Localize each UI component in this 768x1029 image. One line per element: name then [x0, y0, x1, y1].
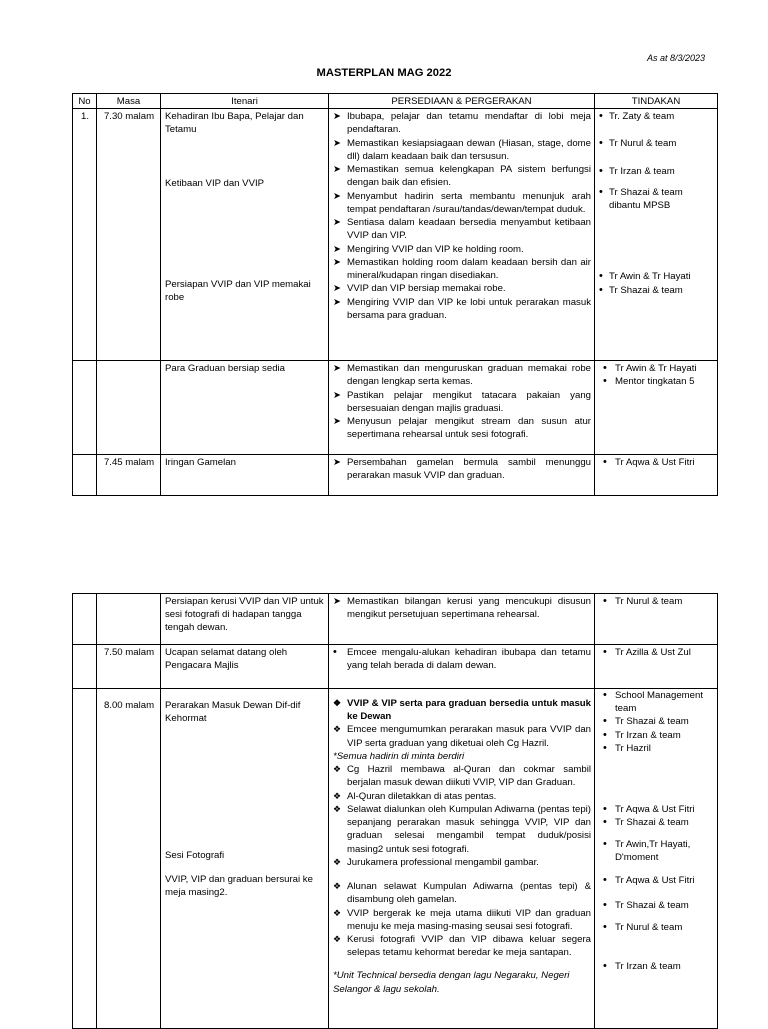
table-row: [73, 455, 718, 496]
cell-itenari: Ucapan selamat datang oleh Pengacara Majlis: [161, 645, 329, 689]
list-item: • School Management team: [599, 689, 714, 715]
list-item: ➤ Menyambut hadirin serta membantu menunjuk arah tempat pendaftaran /surau/tandas/dewan/tempat duduk.: [333, 190, 591, 216]
list-item: ➤ Mengiring VVIP dan VIP ke holding room.: [333, 243, 591, 256]
list-item: • Tr Shazai & team: [599, 899, 714, 912]
cell-tindakan: [595, 594, 718, 645]
note-text: *Semua hadirin di minta berdiri: [333, 750, 465, 762]
itenari-text: Persiapan VVIP dan VIP memakai robe: [165, 278, 311, 304]
list-item: • Tr Shazai & team: [599, 715, 714, 728]
list-item: ➤ Persembahan gamelan bermula sambil menunggu perarakan masuk VVIP dan graduan.: [333, 456, 591, 482]
list-item: ➤ Menyusun pelajar mengikut stream dan susun atur sepertimana rehearsal untuk sesi fotografi.: [333, 415, 591, 441]
cell-persediaan: [329, 361, 595, 455]
list-item: • Tr Awin & Tr Hayati: [599, 362, 714, 375]
list-item: ❖ VVIP & VIP serta para graduan bersedia untuk masuk ke Dewan: [333, 697, 591, 723]
header-no: No: [73, 94, 97, 109]
cell-persediaan: [329, 594, 595, 645]
list-item: ❖ VVIP bergerak ke meja utama diikuti VIP dan graduan menuju ke meja masing-masing seusai sesi fotografi.: [333, 907, 591, 933]
list-item: • Tr Awin & Tr Hayati: [599, 270, 714, 283]
header-itenari: Itenari: [161, 94, 329, 109]
list-item: ➤ Mengiring VVIP dan VIP ke lobi untuk perarakan masuk bersama para graduan.: [333, 296, 591, 322]
cell-itenari: Para Graduan bersiap sedia: [161, 361, 329, 455]
table-header-row: [73, 94, 718, 109]
list-item: • Tr Irzan & team: [599, 729, 714, 742]
header-tindakan: TINDAKAN: [595, 94, 718, 109]
cell-itenari: [161, 109, 329, 361]
cell-tindakan: [595, 689, 718, 1029]
list-item: • Tr Aqwa & Ust Fitri: [599, 874, 714, 887]
list-item: ❖ Selawat dialunkan oleh Kumpulan Adiwarna (pentas tepi) sepanjang perarakan masuk sehingga VVIP, VIP dan graduan selesai mengambil tempat duduk/posisi masing2 untuk sesi fotografi.: [333, 803, 591, 856]
list-item: • Tr Nurul & team: [599, 137, 714, 150]
list-item: • Tr. Zaty & team: [599, 110, 714, 123]
list-item: ➤ Pastikan pelajar mengikut tatacara pakaian yang bersesuaian dengan majlis graduasi.: [333, 389, 591, 415]
itenari-text: Perarakan Masuk Dewan Dif-dif Kehormat: [165, 700, 301, 725]
cell-persediaan: [329, 109, 595, 361]
itenari-text: Kehadiran Ibu Bapa, Pelajar dan Tetamu: [165, 111, 304, 136]
list-item: • Tr Irzan & team: [599, 165, 714, 178]
cell-no: [73, 645, 97, 689]
header-persediaan: PERSEDIAAN & PERGERAKAN: [329, 94, 595, 109]
list-item: ➤ Memastikan kesiapsiagaan dewan (Hiasan, stage, dome dll) dalam keadaan baik dan tersusun.: [333, 137, 591, 163]
cell-tindakan: [595, 645, 718, 689]
list-item: • Tr Azilla & Ust Zul: [599, 646, 714, 659]
cell-persediaan: [329, 689, 595, 1029]
cell-masa: 7.30 malam: [97, 109, 161, 361]
cell-masa: [97, 594, 161, 645]
table-row: [73, 361, 718, 455]
list-item: ➤ Memastikan holding room dalam keadaan bersih dan air mineral/kudapan ringan disediakan.: [333, 256, 591, 282]
cell-itenari: Persiapan kerusi VVIP dan VIP untuk sesi fotografi di hadapan tangga tengah dewan.: [161, 594, 329, 645]
list-item: • Tr Awin,Tr Hayati, D'moment: [599, 838, 714, 864]
list-item: ➤ Memastikan bilangan kerusi yang mencukupi disusun mengikut persetujuan sepertimana rehearsal.: [333, 595, 591, 621]
header-masa: Masa: [97, 94, 161, 109]
list-item: ❖ Kerusi fotografi VVIP dan VIP dibawa keluar segera selepas tetamu kehormat beredar ke meja santapan.: [333, 933, 591, 959]
cell-masa: 7.45 malam: [97, 455, 161, 496]
list-item: ➤ Ibubapa, pelajar dan tetamu mendaftar di lobi meja pendaftaran.: [333, 110, 591, 136]
cell-no: [73, 455, 97, 496]
list-item: ❖ Al-Quran diletakkan di atas pentas.: [333, 790, 591, 803]
table-row: [73, 645, 718, 689]
list-item: • Tr Aqwa & Ust Fitri: [599, 456, 714, 469]
list-item: ❖ Alunan selawat Kumpulan Adiwarna (pentas tepi) & disambung oleh gamelan.: [333, 880, 591, 906]
list-item: • Tr Shazai & team dibantu MPSB: [599, 186, 714, 212]
cell-masa: 7.50 malam: [97, 645, 161, 689]
list-item: ➤ Memastikan semua kelengkapan PA sistem berfungsi dengan baik dan efisien.: [333, 163, 591, 189]
document-title: MASTERPLAN MAG 2022: [316, 67, 452, 79]
list-item: • Tr Irzan & team: [599, 960, 714, 973]
cell-no: [73, 361, 97, 455]
masterplan-table-1: [72, 93, 718, 496]
cell-tindakan: [595, 109, 718, 361]
list-item: • Tr Shazai & team: [599, 816, 714, 829]
list-item: • Mentor tingkatan 5: [599, 375, 714, 388]
list-item: ➤ Memastikan dan menguruskan graduan memakai robe dengan lengkap serta kemas.: [333, 362, 591, 388]
as-at-date: As at 8/3/2023: [647, 53, 706, 63]
itenari-text: Sesi Fotografi: [165, 850, 225, 862]
list-item: • Tr Nurul & team: [599, 595, 714, 608]
list-item: ❖ Jurukamera professional mengambil gambar.: [333, 856, 591, 869]
table-row: [73, 109, 718, 361]
cell-masa: 8.00 malam: [97, 689, 161, 1029]
table-row: [73, 689, 718, 1029]
cell-no: [73, 594, 97, 645]
table-row: [73, 594, 718, 645]
list-item: ❖ Cg Hazril membawa al-Quran dan cokmar sambil berjalan masuk dewan diikuti VVIP, VIP dan Graduan.: [333, 763, 591, 789]
masterplan-table-2: [72, 593, 718, 1029]
cell-no: 1.: [73, 109, 97, 361]
note-text: *Unit Technical bersedia dengan lagu Negaraku, Negeri Selangor & lagu sekolah.: [333, 970, 570, 995]
list-item: ➤ VVIP dan VIP bersiap memakai robe.: [333, 282, 591, 295]
itenari-text: Ketibaan VIP dan VVIP: [165, 177, 265, 189]
list-item: • Tr Shazai & team: [599, 284, 714, 297]
itenari-text: VVIP, VIP dan graduan bersurai ke meja masing2.: [165, 873, 313, 898]
list-item: • Emcee mengalu-alukan kehadiran ibubapa dan tetamu yang telah berada di dalam dewan.: [333, 646, 591, 672]
list-item: • Tr Hazril: [599, 742, 714, 755]
cell-persediaan: [329, 645, 595, 689]
cell-tindakan: [595, 361, 718, 455]
cell-itenari: Iringan Gamelan: [161, 455, 329, 496]
cell-tindakan: [595, 455, 718, 496]
cell-no: [73, 689, 97, 1029]
cell-masa: [97, 361, 161, 455]
list-item: • Tr Aqwa & Ust Fitri: [599, 803, 714, 816]
list-item: • Tr Nurul & team: [599, 921, 714, 934]
list-item: ❖ Emcee mengumumkan perarakan masuk para VVIP dan VIP serta graduan yang diketuai oleh Cg Hazril.: [333, 723, 591, 749]
cell-persediaan: [329, 455, 595, 496]
cell-itenari: [161, 689, 329, 1029]
list-item: ➤ Sentiasa dalam keadaan bersedia menyambut ketibaan VVIP dan VIP.: [333, 216, 591, 242]
